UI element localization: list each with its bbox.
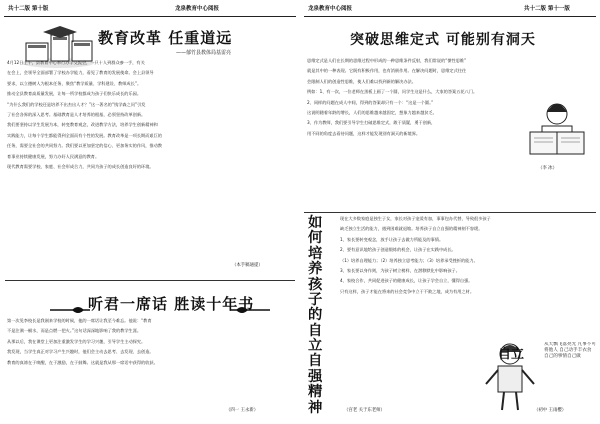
vertical-title-char: 子: [308, 291, 323, 308]
right-article1-body: 思维定式是人们在长期的思维过程中形成的一种思维条件反射，我们常说的“惯性思维” 就是其中的一种表现。它既有积极作用，也有消极作用。在解决问题时，思维定式往往 会限制人们的创造性思维，使人们难以找到新的解决办法。 例如：1、有一次，一位老师在黑板上画了一个圆，问学生这是什么，大家的答案五花八门。 2、同样的问题在成人中间，得到的答案却只有一个：“这是一个圆。” 这说明随着年龄的增长，人们的思维越来越固定，想象力越来越贫乏。 3、作为教师，我们要引导学生打破思维定式，敢于质疑，勇于创新， 用不同的角度去看待问题，这样才能发现别有洞天的新境界。: [307, 58, 478, 136]
right-header-rule: [304, 16, 596, 17]
article2-body: 第一次见李校长是我刚来学校的时候，他的一席话让我至今难忘。他说：“教育 不是注满一桶水，而是点燃一把火。”这句话深深地影响了我的教学生涯。 从那以后，我在课堂上更加注重激发学生的学习兴趣，引导学生主动探究。 我发现，当学生真正对学习产生兴趣时，他们会主动去思考、去发现、去创造。 教育的真谛在于唤醒，在于激励，在于鼓舞。这就是我从那一席话中获得的收获。: [7, 318, 158, 365]
article1-byline: ——郁竹县教体局基雷亮: [176, 50, 232, 56]
right-page: [300, 0, 600, 424]
vertical-title-char: 立: [308, 338, 323, 355]
vertical-title-char: 的: [308, 307, 323, 324]
vertical-title-char: 强: [308, 368, 323, 385]
article1-title: 教育改革 任重道远: [98, 29, 233, 47]
right-article2-body: 现在大多数家庭是独生子女，家长对孩子宠爱有加，事事包办代替，导致很多孩子 缺乏独立生活的能力，遇到困难就退缩。培养孩子自立自强的精神刻不容缓。 1、家长要转变观念，放手让孩子去做力所能及的事情。 2、要有意识地给孩子创造锻炼的机会，让孩子在实践中成长。 （1）培养自理能力；（2）培养独立思考能力；（3）培养承受挫折的能力。 3、家长要以身作则，为孩子树立榜样，在潜移默化中影响孩子。 4、家校合作，共同促进孩子的健康成长，让孩子学会自立，懂得自强。 只有这样，孩子才能在将来的社会竞争中立于不败之地，成为有用之材。: [340, 216, 491, 294]
right-issue: 共十二版 第十一版: [524, 6, 570, 12]
vertical-title: [304, 216, 334, 416]
vertical-title-char: 何: [308, 230, 323, 247]
right-article-divider: [304, 212, 596, 213]
right-header-title: 龙泉教育中心阅报: [308, 6, 353, 12]
vertical-title-char: 如: [308, 215, 323, 231]
right-article1-title: 突破思维定式 可能别有洞天: [350, 32, 536, 48]
article2-signature: （四一 王永新）: [226, 408, 259, 413]
vertical-title-char: 自: [308, 322, 323, 339]
vertical-title-char: 自: [308, 353, 323, 370]
vertical-title-char: 精: [308, 384, 323, 401]
left-issue: 共十二版 第十版: [8, 6, 49, 12]
article1-signature: （本手稿通提）: [232, 263, 263, 268]
article2-title: 听君一席话 胜读十年书: [88, 295, 255, 313]
cartoon-caption: （初中 王雨樱）: [534, 408, 567, 413]
right-article2-signature: （宫老 关于东老师）: [344, 408, 385, 413]
vertical-title-char: 培: [308, 245, 323, 262]
left-header-title: 龙泉教育中心阅报: [175, 6, 220, 12]
vertical-title-char: 神: [308, 399, 323, 416]
cartoon-poem: 从天飘飞落亮光 凡事不可将他人 自己动手丰衣食 自己的事情自己做: [544, 342, 596, 359]
cartoon-zili: 自立: [498, 347, 525, 362]
vertical-title-char: 养: [308, 261, 323, 278]
article-divider: [5, 280, 295, 281]
right-article1-signature: （李 冰）: [538, 166, 557, 171]
article1-body: 4月12日上午，县教育中心举行办学交流会，一只十人到群众参一手，有关 在会上，会领导全面部署了学校办学能力，看见了教育的发展使命。会上县领导 要求，以立德树人为根本任务，聚焦“教学质量、学科建设、教师成长”。 推动全县教育高质量发展，让每一所学校都成为孩子们快乐成长的乐园。 “为什么我们的学校还是培养不出杰出人才？”这一著名的“钱学森之问”引发 了社会各界的深入思考。基础教育是人才培养的根基，必须坚持改革创新。 我们要坚持以学生发展为本，转变教育观念，改进教学方法，培养学生创新精神和 实践能力，让每个学生都能得到全面而有个性的发展。教育改革是一项长期而艰巨的 任务，需要全社会的共同努力。我们要以更加坚定的信心、更加务实的作风，推动教 育事业持续健康发展，努力办好人民满意的教育。 现代教育需要学校、家庭、社会形成合力，共同为孩子的成长创造良好的环境。: [7, 60, 162, 170]
left-header-rule: [4, 16, 296, 17]
reader-illustration: [522, 96, 592, 166]
vertical-title-char: 孩: [308, 276, 323, 293]
